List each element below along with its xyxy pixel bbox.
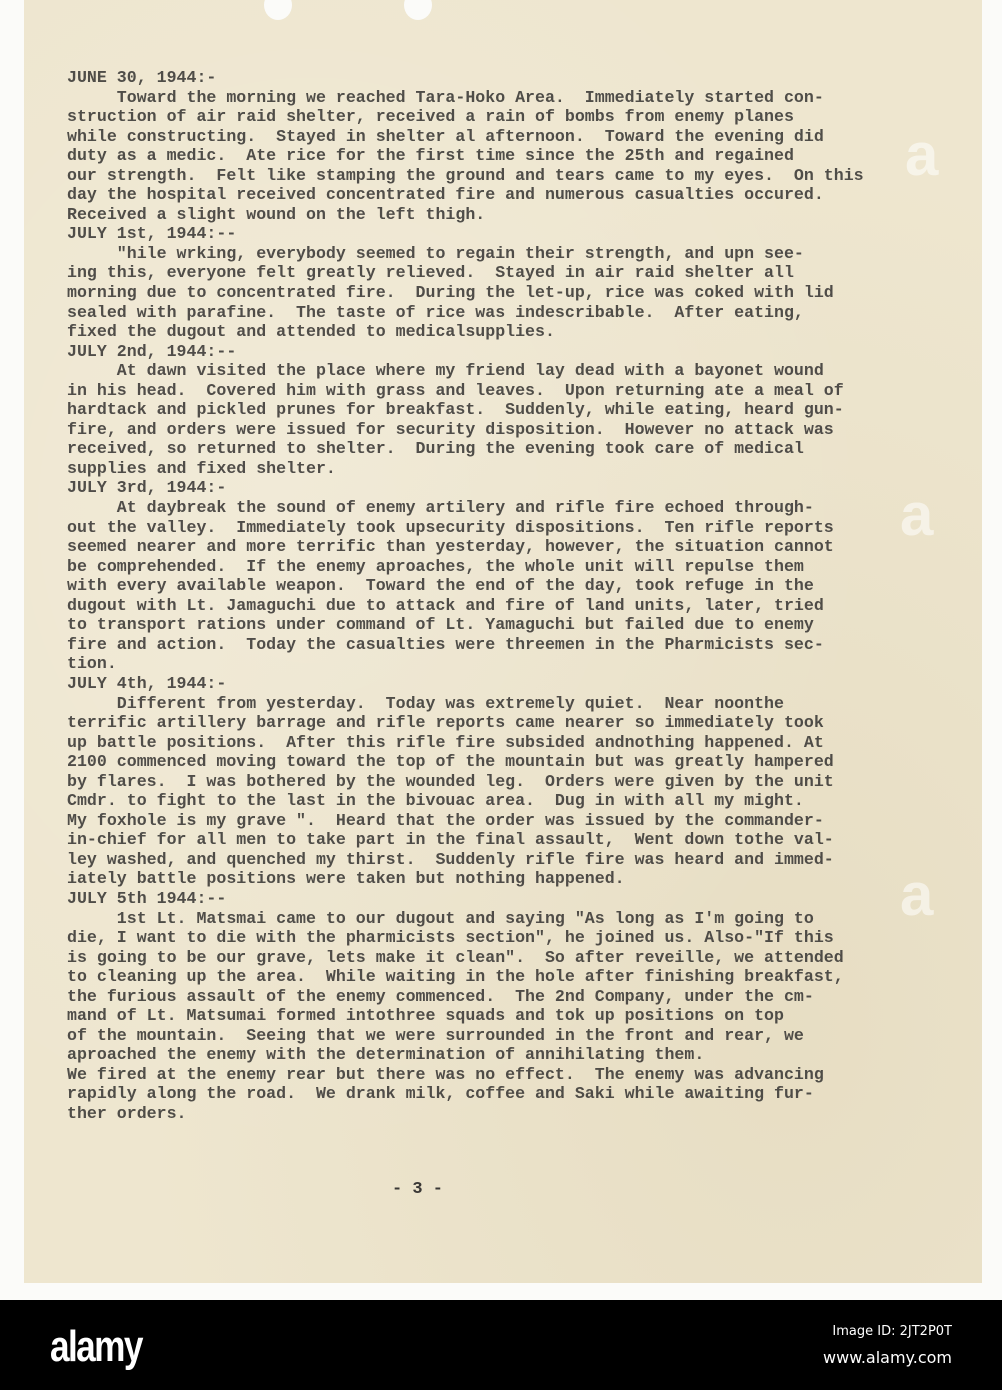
website-link[interactable]: www.alamy.com	[823, 1348, 952, 1367]
entry-text-line: terrific artillery barrage and rifle reports came nearer so immediately took	[67, 713, 824, 733]
entry-text-line: ing this, everyone felt greatly relieved. Stayed in air raid shelter all	[67, 263, 794, 283]
punch-hole	[404, 0, 432, 20]
entry-text-line: mand of Lt. Matsumai formed intothree squads and tok up positions on top	[67, 1006, 784, 1026]
image-id-label: Image ID: 2JT2P0T	[832, 1324, 952, 1339]
entry-date-heading: JULY 2nd, 1944:--	[67, 341, 237, 361]
entry-text-line: by flares. I was bothered by the wounded leg. Orders were given by the unit	[67, 771, 834, 791]
entry-text-line: fire, and orders were issued for security disposition. However no attack was	[67, 419, 834, 439]
entry-text-line: My foxhole is my grave ". Heard that the order was issued by the commander-	[67, 810, 824, 830]
entry-text-line: to cleaning up the area. While waiting in the hole after finishing breakfast,	[67, 967, 844, 987]
entry-text-line: received, so returned to shelter. During the evening took care of medical	[67, 439, 804, 459]
typewritten-diary-text	[67, 68, 864, 1124]
punch-hole	[264, 0, 292, 20]
entry-text-line: At daybreak the sound of enemy artilery and rifle fire echoed through-	[67, 498, 814, 518]
watermark-mark: a	[900, 861, 934, 928]
entry-text-line: 1st Lt. Matsmai came to our dugout and saying "As long as I'm going to	[67, 908, 814, 928]
entry-text-line: iately battle positions were taken but nothing happened.	[67, 869, 625, 889]
entry-text-line: rapidly along the road. We drank milk, coffee and Saki while awaiting fur-	[67, 1084, 814, 1104]
page-number: - 3 -	[392, 1180, 444, 1199]
entry-text-line: tion.	[67, 654, 117, 674]
entry-text-line: Cmdr. to fight to the last in the bivouac area. Dug in with all my might.	[67, 791, 804, 811]
entry-text-line: of the mountain. Seeing that we were surrounded in the front and rear, we	[67, 1025, 804, 1045]
entry-text-line: supplies and fixed shelter.	[67, 458, 336, 478]
stock-footer-bar	[0, 1300, 1002, 1390]
entry-text-line: to transport rations under command of Lt. Yamaguchi but failed due to enemy	[67, 615, 814, 635]
entry-date-heading: JULY 4th, 1944:-	[67, 673, 227, 693]
entry-text-line: fixed the dugout and attended to medicalsupplies.	[67, 322, 555, 342]
entry-text-line: out the valley. Immediately took upsecurity dispositions. Ten rifle reports	[67, 517, 834, 537]
entry-text-line: day the hospital received concentrated fire and numerous casualties occured.	[67, 185, 824, 205]
entry-text-line: ther orders.	[67, 1103, 187, 1123]
entry-text-line: Toward the morning we reached Tara-Hoko Area. Immediately started con-	[67, 87, 824, 107]
entry-text-line: At dawn visited the place where my friend lay dead with a bayonet wound	[67, 361, 824, 381]
entry-text-line: Different from yesterday. Today was extremely quiet. Near noonthe	[67, 693, 784, 713]
entry-text-line: is going to be our grave, lets make it clean". So after reveille, we attended	[67, 947, 844, 967]
alamy-logo: alamy	[50, 1322, 142, 1371]
entry-text-line: the furious assault of the enemy commenced. The 2nd Company, under the cm-	[67, 986, 814, 1006]
entry-date-heading: JULY 3rd, 1944:-	[67, 478, 227, 498]
entry-text-line: struction of air raid shelter, received a rain of bombs from enemy planes	[67, 107, 794, 127]
entry-text-line: duty as a medic. Ate rice for the first time since the 25th and regained	[67, 146, 794, 166]
entry-text-line: hardtack and pickled prunes for breakfast. Suddenly, while eating, heard gun-	[67, 400, 844, 420]
entry-text-line: die, I want to die with the pharmicists section", he joined us. Also-"If this	[67, 928, 834, 948]
entry-text-line: sealed with parafine. The taste of rice was indescribable. After eating,	[67, 302, 804, 322]
entry-text-line: while constructing. Stayed in shelter al afternoon. Toward the evening did	[67, 126, 824, 146]
watermark-mark: a	[900, 481, 934, 548]
entry-text-line: fire and action. Today the casualties were threemen in the Pharmicists sec-	[67, 634, 824, 654]
entry-text-line: Received a slight wound on the left thigh.	[67, 204, 486, 224]
entry-text-line: dugout with Lt. Jamaguchi due to attack and fire of land units, later, tried	[67, 595, 824, 615]
entry-text-line: "hile wrking, everybody seemed to regain their strength, and upn see-	[67, 243, 804, 263]
entry-text-line: be comprehended. If the enemy aproaches, the whole unit will repulse them	[67, 556, 804, 576]
watermark-mark: a	[905, 121, 939, 188]
entry-text-line: aproached the enemy with the determination of annihilating them.	[67, 1045, 705, 1065]
entry-text-line: We fired at the enemy rear but there was no effect. The enemy was advancing	[67, 1064, 824, 1084]
entry-text-line: up battle positions. After this rifle fire subsided andnothing happened. At	[67, 732, 824, 752]
entry-text-line: morning due to concentrated fire. During the let-up, rice was coked with lid	[67, 283, 834, 303]
entry-text-line: in-chief for all men to take part in the final assault, Went down tothe val-	[67, 830, 834, 850]
entry-date-heading: JULY 5th 1944:--	[67, 888, 227, 908]
entry-date-heading: JULY 1st, 1944:--	[67, 224, 237, 244]
entry-date-heading: JUNE 30, 1944:-	[67, 68, 217, 87]
entry-text-line: in his head. Covered him with grass and leaves. Upon returning ate a meal of	[67, 380, 844, 400]
entry-text-line: our strength. Felt like stamping the ground and tears came to my eyes. On this	[67, 165, 864, 185]
entry-text-line: ley washed, and quenched my thirst. Suddenly rifle fire was heard and immed-	[67, 849, 834, 869]
entry-text-line: with every available weapon. Toward the end of the day, took refuge in the	[67, 576, 814, 596]
entry-text-line: seemed nearer and more terrific than yesterday, however, the situation cannot	[67, 537, 834, 557]
entry-text-line: 2100 commenced moving toward the top of the mountain but was greatly hampered	[67, 752, 834, 772]
